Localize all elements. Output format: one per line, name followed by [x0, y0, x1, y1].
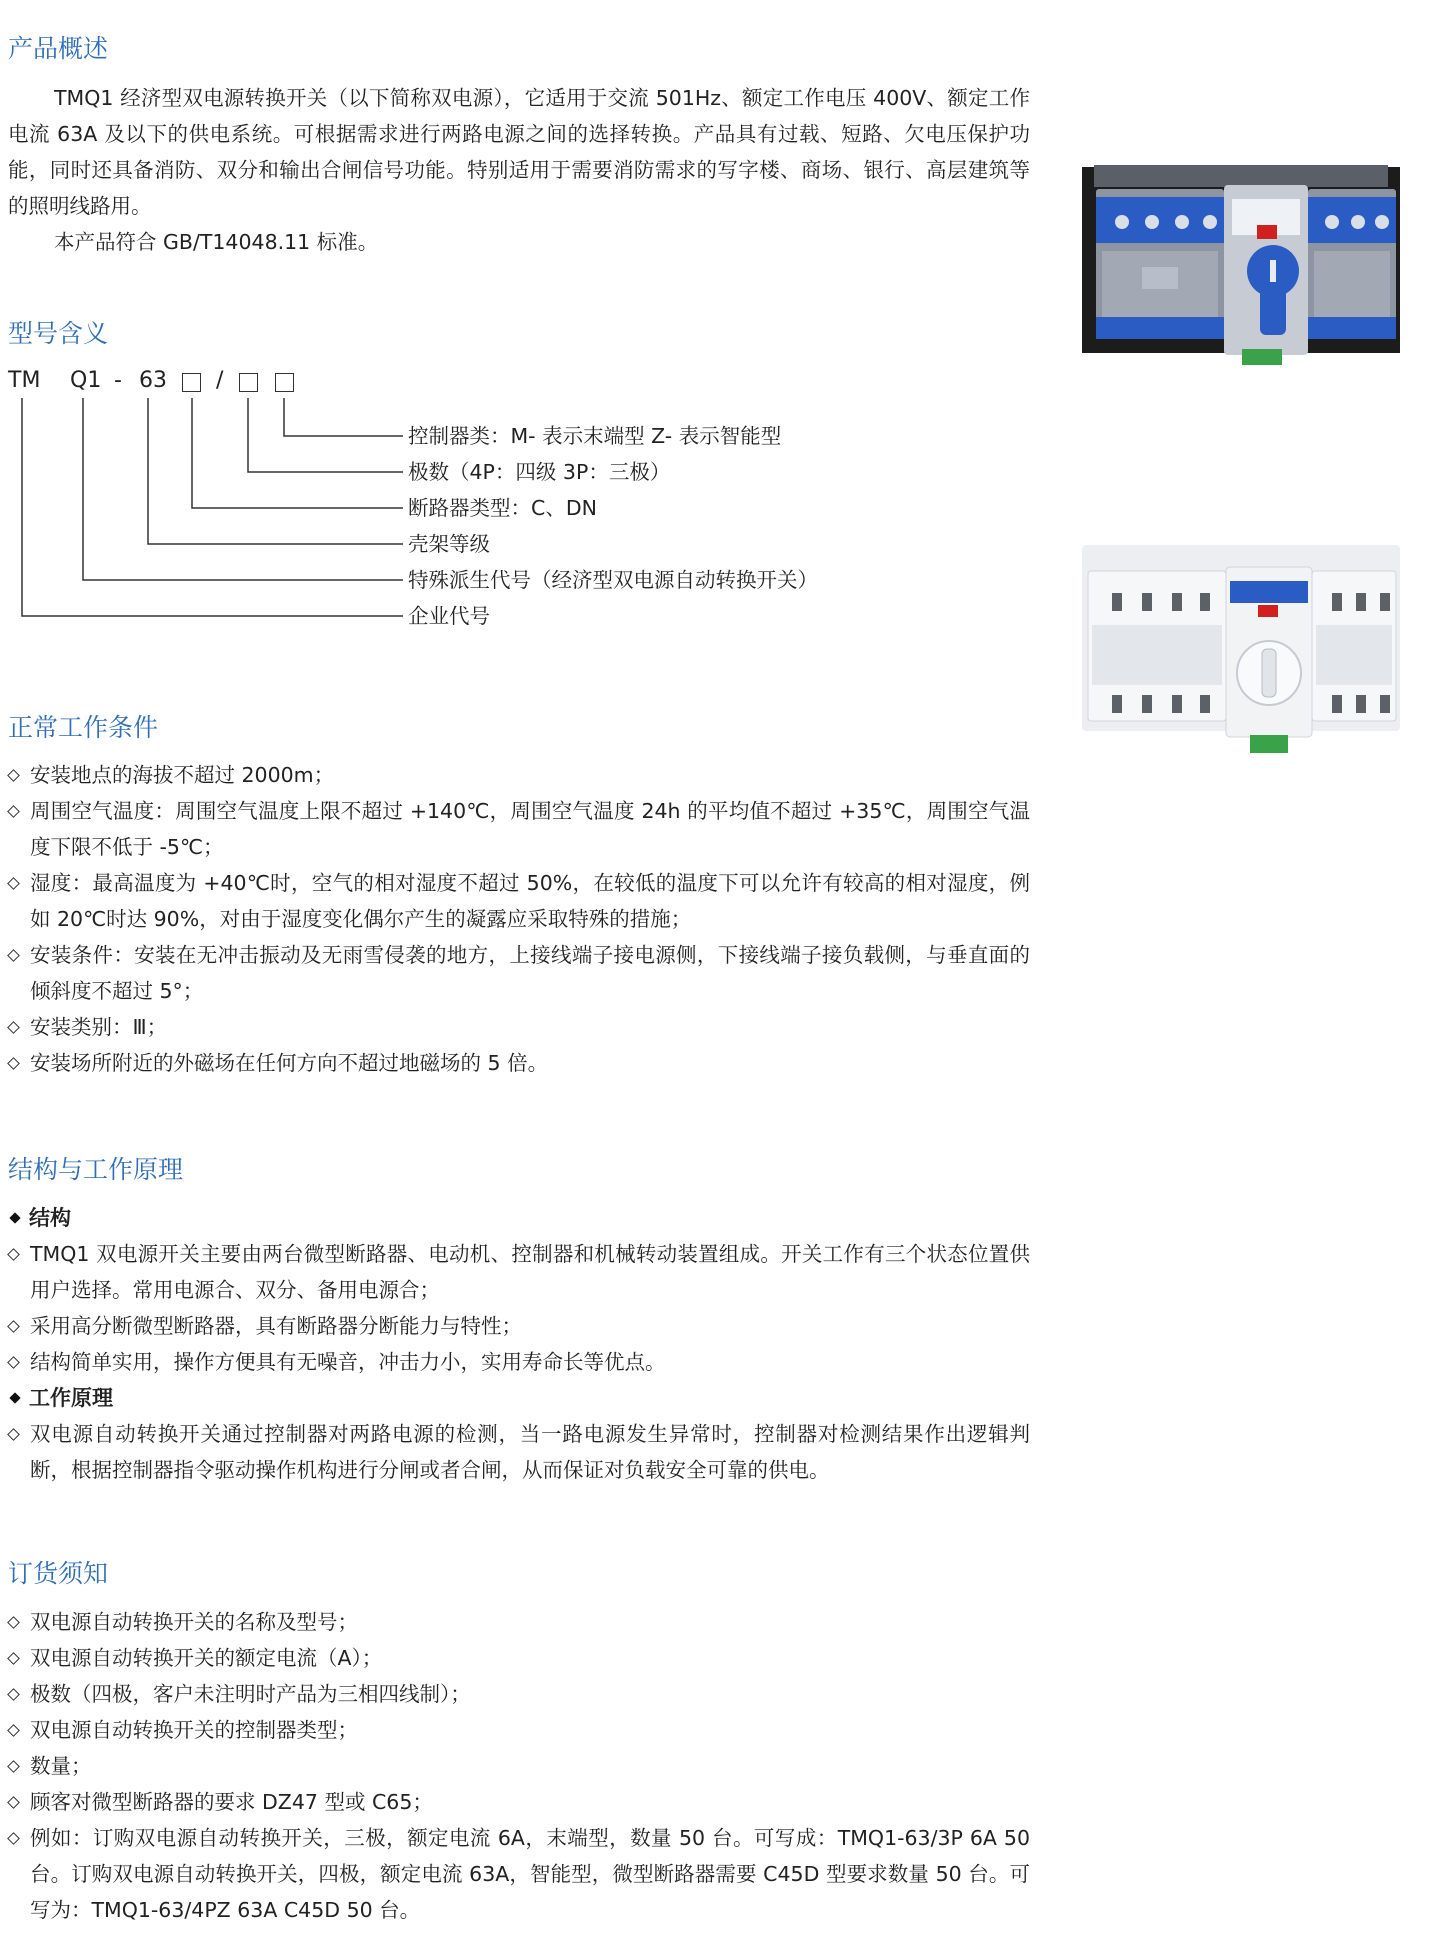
- model-connector-lines: [8, 390, 408, 640]
- model-part-rating: 63: [139, 368, 167, 393]
- list-item: 数量；: [8, 1748, 1030, 1784]
- diamond-bullet-icon: [7, 1021, 20, 1034]
- diamond-bullet-icon: [7, 1356, 20, 1369]
- list-item: 双电源自动转换开关的额定电流（A）；: [8, 1640, 1030, 1676]
- model-part-tm: TM: [8, 368, 41, 393]
- list-item: 安装地点的海拔不超过 2000m；: [8, 757, 1030, 793]
- diamond-bullet-icon: [7, 1320, 20, 1333]
- list-item: 双电源自动转换开关的控制器类型；: [8, 1712, 1030, 1748]
- list-item: 双电源自动转换开关通过控制器对两路电源的检测，当一路电源发生异常时，控制器对检测结果作出逻辑判断，根据控制器指令驱动操作机构进行分闸或者合闸，从而保证对负载安全可靠的供电。: [8, 1416, 1030, 1488]
- diamond-bullet-icon: [7, 805, 20, 818]
- list-item: TMQ1 双电源开关主要由两台微型断路器、电动机、控制器和机械转动装置组成。开关工作有三个状态位置供用户选择。常用电源合、双分、备用电源合；: [8, 1236, 1030, 1308]
- model-label-controller: 控制器类：M- 表示末端型 Z- 表示智能型: [408, 424, 782, 448]
- product-photo-blue-switch: [1082, 155, 1400, 365]
- list-item: 安装场所附近的外磁场在任何方向不超过地磁场的 5 倍。: [8, 1045, 1030, 1081]
- overview-text: [8, 80, 1030, 260]
- diamond-bullet-icon: [7, 1248, 20, 1261]
- principle-list: [8, 1416, 1030, 1488]
- list-item: 周围空气温度：周围空气温度上限不超过 +140℃，周围空气温度 24h 的平均值不超过 +35℃，周围空气温度下限不低于 -5℃；: [8, 793, 1030, 865]
- diamond-bullet-icon: [7, 1688, 20, 1701]
- model-label-frame: 壳架等级: [408, 532, 490, 556]
- diamond-bullet-icon: [7, 1652, 20, 1665]
- overview-paragraph-2: 本产品符合 GB/T14048.11 标准。: [54, 230, 379, 254]
- conditions-title: 正常工作条件: [8, 713, 159, 742]
- structure-subheading: 结构: [8, 1200, 71, 1236]
- model-part-dash: -: [114, 368, 122, 393]
- list-item: 结构简单实用，操作方便具有无噪音，冲击力小，实用寿命长等优点。: [8, 1344, 1030, 1380]
- diamond-bullet-icon: [7, 877, 20, 890]
- list-item: 安装条件：安装在无冲击振动及无雨雪侵袭的地方，上接线端子接电源侧，下接线端子接负载侧，与垂直面的倾斜度不超过 5°；: [8, 937, 1030, 1009]
- model-label-company: 企业代号: [408, 604, 490, 628]
- list-item: 湿度：最高温度为 +40℃时，空气的相对湿度不超过 50%，在较低的温度下可以允许有较高的相对湿度，例如 20℃时达 90%，对由于湿度变化偶尔产生的凝露应采取特殊的措施；: [8, 865, 1030, 937]
- list-item: 安装类别：Ⅲ；: [8, 1009, 1030, 1045]
- overview-paragraph-1: TMQ1 经济型双电源转换开关（以下简称双电源），它适用于交流 501Hz、额定工作电压 400V、额定工作电流 63A 及以下的供电系统。可根据需求进行两路电源之间的选择转换。产品具有过载、短路、欠电压保护功能，同时还具备消防、双分和输出合闸信号功能。特别适用于需要消防需求的写字楼、商场、银行、高层建筑等的照明线路用。: [8, 86, 1030, 218]
- diamond-bullet-icon: [7, 1796, 20, 1809]
- diamond-bullet-icon: [7, 1832, 20, 1845]
- list-item: 顾客对微型断路器的要求 DZ47 型或 C65；: [8, 1784, 1030, 1820]
- ordering-title: 订货须知: [8, 1559, 109, 1588]
- product-photo-white-switch: [1082, 545, 1400, 755]
- diamond-bullet-icon: [7, 1616, 20, 1629]
- diamond-bullet-icon: [7, 1760, 20, 1773]
- model-part-q1: Q1: [70, 368, 102, 393]
- model-label-derivative: 特殊派生代号（经济型双电源自动转换开关）: [408, 568, 818, 592]
- model-label-breaker-type: 断路器类型：C、DN: [408, 496, 597, 520]
- diamond-bullet-icon: [7, 1724, 20, 1737]
- list-item: 极数（四极，客户未注明时产品为三相四线制）；: [8, 1676, 1030, 1712]
- diamond-bullet-icon: [7, 949, 20, 962]
- diamond-bullet-icon: [7, 769, 20, 782]
- model-title: 型号含义: [8, 319, 109, 348]
- model-label-poles: 极数（4P：四级 3P：三极）: [408, 460, 671, 484]
- overview-title: 产品概述: [8, 34, 109, 63]
- conditions-list: [8, 757, 1030, 1081]
- filled-diamond-icon: [9, 1392, 20, 1403]
- list-item: 例如：订购双电源自动转换开关，三极，额定电流 6A，末端型，数量 50 台。可写成：TMQ1-63/3P 6A 50 台。订购双电源自动转换开关，四极，额定电流 63A，智能型，微型断路器需要 C45D 型要求数量 50 台。可写为：TMQ1-63/4PZ 63A C45D 50 台。: [8, 1820, 1030, 1928]
- list-item: 双电源自动转换开关的名称及型号；: [8, 1604, 1030, 1640]
- structure-title: 结构与工作原理: [8, 1155, 184, 1184]
- list-item: 采用高分断微型断路器，具有断路器分断能力与特性；: [8, 1308, 1030, 1344]
- filled-diamond-icon: [9, 1212, 20, 1223]
- structure-list: [8, 1236, 1030, 1380]
- ordering-list: [8, 1604, 1030, 1928]
- principle-subheading: 工作原理: [8, 1380, 113, 1416]
- diamond-bullet-icon: [7, 1428, 20, 1441]
- diamond-bullet-icon: [7, 1057, 20, 1070]
- model-part-slash: /: [216, 368, 224, 393]
